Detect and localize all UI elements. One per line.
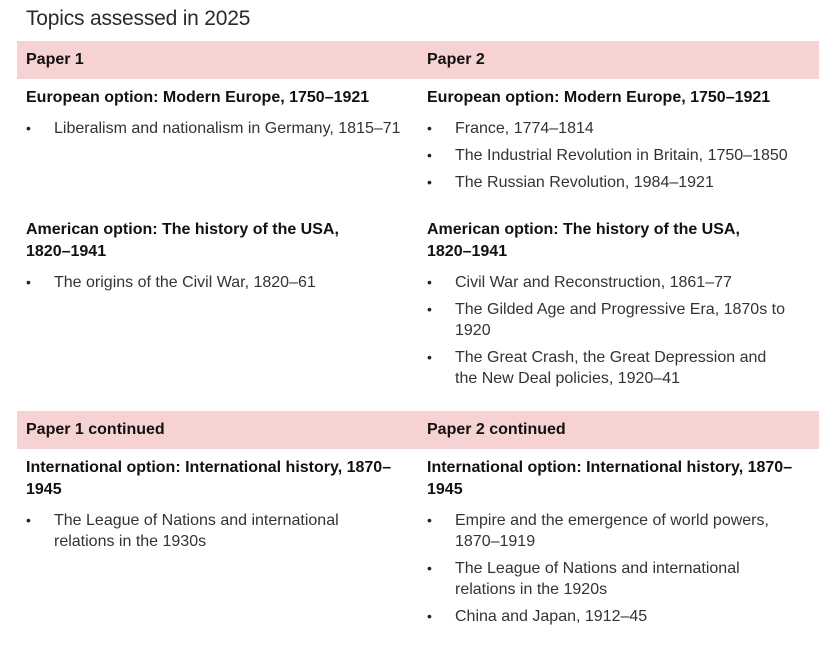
topic-heading: American option: The history of the USA, 1820–1941: [26, 221, 339, 260]
topic-block-european-paper-2: [427, 87, 812, 199]
page-title: Topics assessed in 2025: [26, 7, 251, 30]
section-header-band: [17, 411, 819, 449]
bullet-icon: •: [26, 120, 31, 136]
bullet-icon: •: [427, 120, 432, 136]
list-item: • France, 1774–1814: [427, 120, 594, 137]
list-item: • The League of Nations and international relations in the 1920s: [427, 560, 740, 598]
column-header-paper-2-continued: Paper 2 continued: [427, 421, 566, 438]
list-item: • The Gilded Age and Progressive Era, 1870s to 1920: [427, 301, 785, 339]
column-header-paper-2: Paper 2: [427, 51, 485, 68]
topic-list: [26, 272, 386, 293]
topic-block-european-paper-1: [26, 87, 411, 145]
list-item: • The Great Crash, the Great Depression and the New Deal policies, 1920–41: [427, 349, 767, 387]
bullet-icon: •: [427, 274, 432, 290]
bullet-icon: •: [427, 301, 432, 317]
topic-heading: International option: International history, 1870–1945: [427, 459, 793, 498]
topic-list: [26, 510, 401, 552]
bullet-icon: •: [427, 174, 432, 190]
list-item: • Empire and the emergence of world powers, 1870–1919: [427, 512, 769, 550]
topic-heading: International option: International history, 1870–1945: [26, 459, 392, 498]
list-item: • China and Japan, 1912–45: [427, 608, 648, 625]
list-item: • The origins of the Civil War, 1820–61: [26, 274, 316, 291]
list-item: • Civil War and Reconstruction, 1861–77: [427, 274, 732, 291]
list-item: • The Russian Revolution, 1984–1921: [427, 174, 714, 191]
bullet-icon: •: [427, 560, 432, 576]
topic-block-american-paper-2: [427, 219, 787, 395]
list-item: • The Industrial Revolution in Britain, 1750–1850: [427, 147, 788, 164]
bullet-icon: •: [427, 147, 432, 163]
section-header-band: [17, 41, 819, 79]
list-item: • The League of Nations and international relations in the 1930s: [26, 512, 339, 550]
list-item: • Liberalism and nationalism in Germany, 1815–71: [26, 120, 401, 137]
bullet-icon: •: [427, 512, 432, 528]
column-header-paper-1-continued: Paper 1 continued: [26, 421, 165, 438]
bullet-icon: •: [26, 512, 31, 528]
topic-block-american-paper-1: [26, 219, 386, 299]
topic-block-international-paper-2: [427, 457, 802, 633]
topic-list: [427, 118, 812, 193]
bullet-icon: •: [26, 274, 31, 290]
bullet-icon: •: [427, 608, 432, 624]
bullet-icon: •: [427, 349, 432, 365]
topic-heading: American option: The history of the USA, 1820–1941: [427, 221, 740, 260]
topic-block-international-paper-1: [26, 457, 401, 558]
topic-heading: European option: Modern Europe, 1750–1921: [427, 89, 771, 106]
topic-heading: European option: Modern Europe, 1750–1921: [26, 89, 370, 106]
topic-list: [427, 510, 802, 627]
column-header-paper-1: Paper 1: [26, 51, 84, 68]
topic-list: [26, 118, 411, 139]
topic-list: [427, 272, 787, 389]
